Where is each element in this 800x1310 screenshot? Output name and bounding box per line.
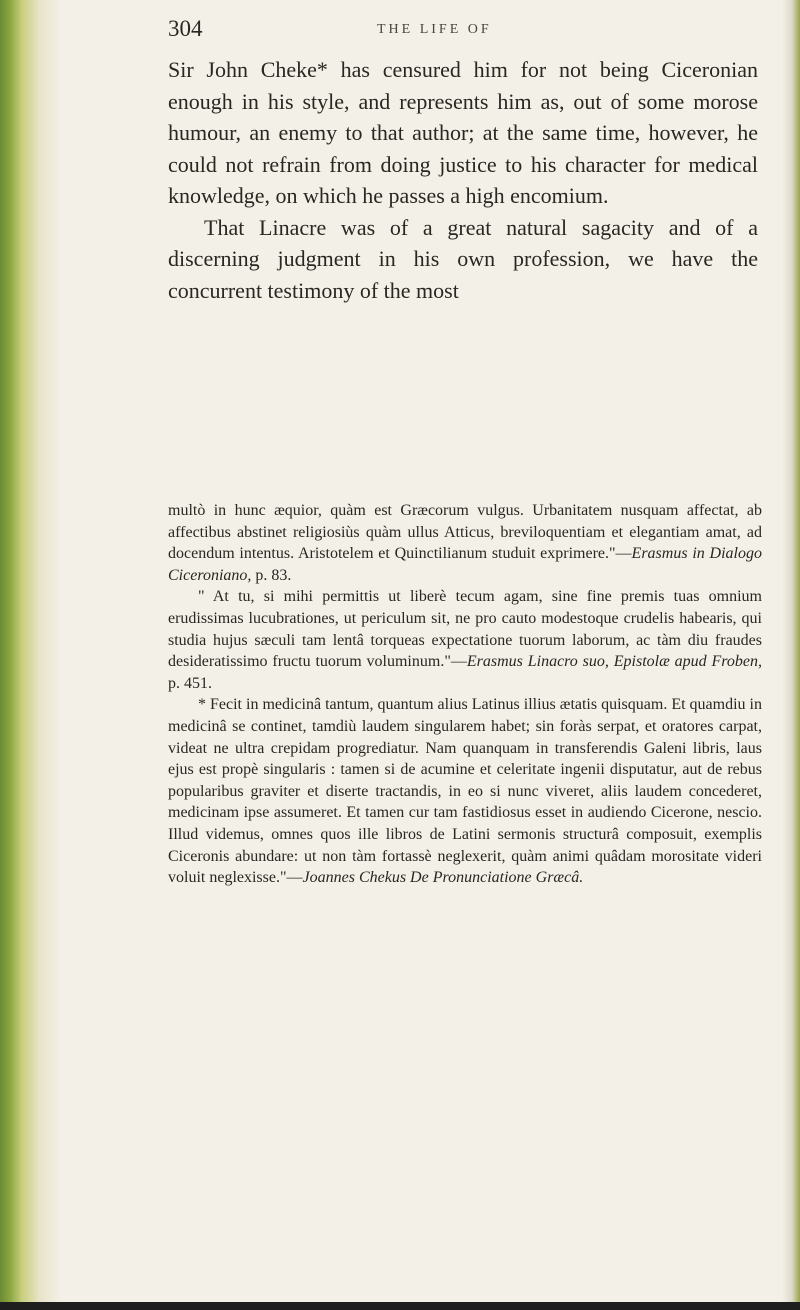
bottom-edge: [0, 1302, 800, 1310]
page-number: 304: [168, 16, 203, 41]
paragraph-cheke: Sir John Cheke* has censured him for not being Ciceronian enough in his style, and represents him as, out of some morose humour, an enemy to that author; at the same time, however, he could not refrain from doing justice to his character for medical knowledge, on which he passes a high encomium.: [168, 57, 758, 208]
footnote-text: " At tu, si mihi permittis ut liberè tecum agam, sine fine premis tuas omnium erudissimas lucubrationes, ut periculum sit, ne pro cauto modestoque crudelis habearis, qui studia hujus sæculi tam lentâ torqueas expectatione tuorum laborum, ac tàm diu fraudes desideratissimo fructu tuorum voluminum."—: [168, 588, 762, 671]
book-spine-edge: [0, 0, 62, 1310]
footnote-citation: Erasmus Linacro suo, Epistolæ apud Froben,: [466, 653, 762, 671]
footnote-citation: Erasmus in Dialogo Ciceroniano,: [168, 545, 762, 584]
main-text: [168, 54, 758, 306]
footnote-citation: Joannes Chekus De Pronunciatione Græcâ.: [302, 869, 584, 887]
footnote-text: multò in hunc æquior, quàm est Græcorum vulgus. Urbanitatem nusquam affectat, ab affectibus abstinet religiosiùs quàm ullus Atticus, breviloquentiam et elegantiam amat, ad docendum intentus. Aristotelem et Quinctilianum studuit exprimere."—: [168, 502, 762, 563]
paragraph-linacre: That Linacre was of a great natural sagacity and of a discerning judgment in his own profession, we have the concurrent testimony of the most: [168, 214, 758, 303]
footnote-erasmus-dialogo: [168, 500, 762, 586]
footnote-erasmus-letter: [168, 586, 762, 694]
footnote-text: * Fecit in medicinâ tantum, quantum alius Latinus illius ætatis quisquam. Et quamdiu in medicinâ se continet, tamdiù laudem singularem habet; sin foràs serpat, et oratores carpat, videat ne ultra crepidam progrediatur. Nam quanquam in transferendis Galeni libris, laus ejus est propè singularis : tamen si de acumine et celeritate ingenii disputatur, aut de rebus popularibus graviter et diserte tractandis, in eo si nunc viveret, aliis laudem concederet, medicinam ipse assumeret. Et tamen cur tam fastidiosus esset in audiendo Cicerone, nescio. Illud videmus, omnes quos ille libros de Latini sermonis structurâ composuit, exemplis Ciceronis abundare: ut non tàm fortassè neglexerit, quàm animi quâdam morositate videri voluit neglexisse."—: [168, 696, 762, 887]
right-page-edge: [782, 0, 800, 1310]
footnote-page: p. 451.: [168, 674, 212, 692]
footnote-page: p. 83.: [251, 566, 292, 584]
footnotes: [168, 500, 762, 889]
footnote-cheke: [168, 694, 762, 888]
running-head: THE LIFE OF: [377, 22, 492, 37]
